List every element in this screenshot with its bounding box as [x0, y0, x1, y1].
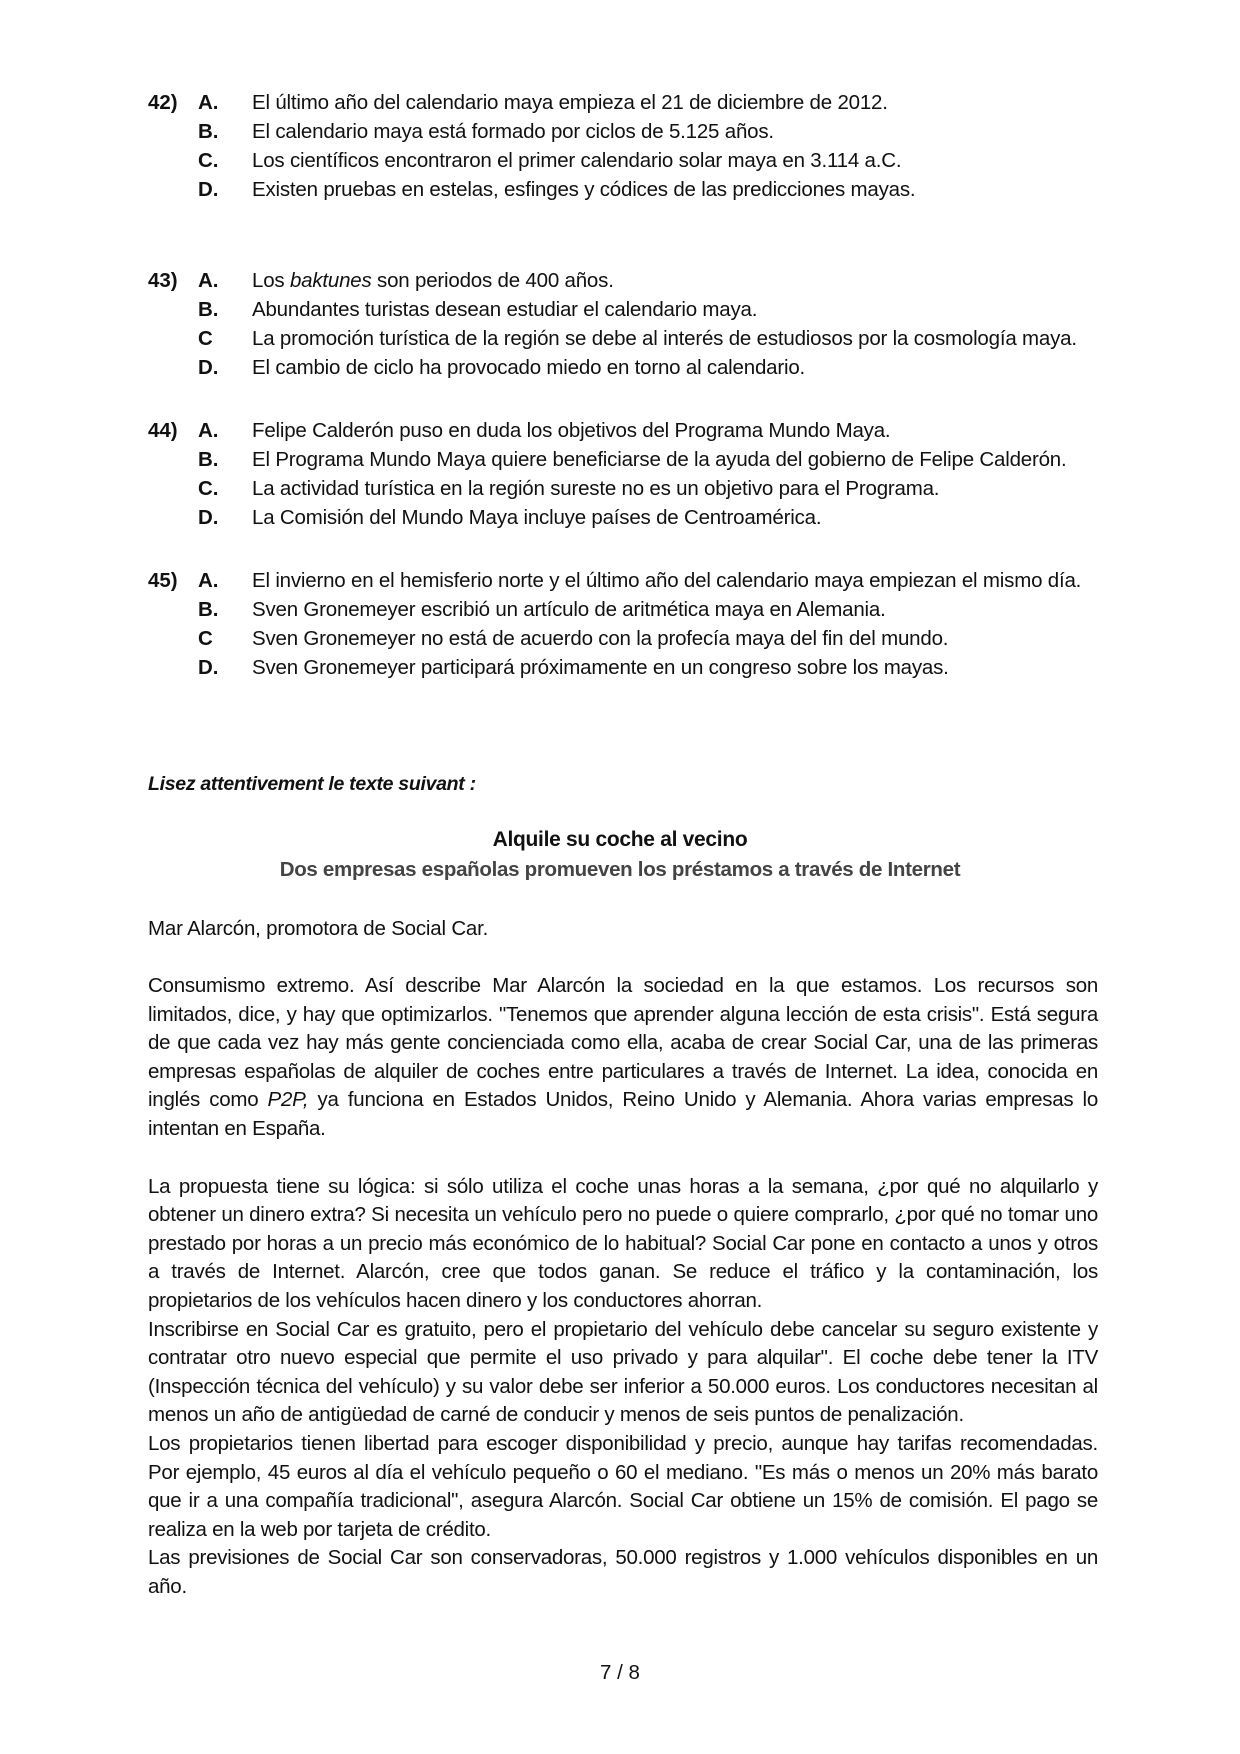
option-letter: C — [198, 627, 213, 650]
article-paragraph-5: Las previsiones de Social Car son conservadoras, 50.000 registros y 1.000 vehículos disponibles en un año. — [148, 1546, 1098, 1598]
option-letter: D. — [198, 356, 219, 379]
paragraph-text-after: ya funciona en Estados Unidos, Reino Unido y Alemania. Ahora varias empresas lo intentan en España. — [148, 1088, 1099, 1140]
article-paragraph-1 — [148, 972, 1098, 1144]
question-42 — [148, 88, 1108, 204]
option-letter: D. — [198, 506, 219, 529]
option-45-a — [148, 566, 1108, 595]
article-body — [148, 972, 1098, 1601]
option-45-b — [148, 595, 1108, 624]
option-45-c — [148, 624, 1108, 653]
option-43-d — [148, 353, 1108, 382]
option-text: Los científicos encontraron el primer calendario solar maya en 3.114 a.C. — [252, 149, 902, 172]
question-number: 43) — [148, 269, 178, 292]
option-letter: A. — [198, 91, 219, 114]
option-text-italic: baktunes — [289, 269, 372, 292]
option-letter: B. — [198, 598, 219, 621]
option-text: Sven Gronemeyer no está de acuerdo con la profecía maya del fin del mundo. — [252, 627, 949, 650]
article-subtitle: Dos empresas españolas promueven los préstamos a través de Internet — [279, 858, 961, 881]
option-42-b — [148, 117, 1108, 146]
option-45-d — [148, 653, 1108, 682]
question-44 — [148, 416, 1108, 532]
option-text-before: Los — [252, 269, 290, 292]
article-paragraph-3: Inscribirse en Social Car es gratuito, pero el propietario del vehículo debe cancelar su seguro existente y contratar otro nuevo especial que permite el uso privado y para alquilar". El coche debe tener la ITV (Inspección técnica del vehículo) y su valor debe ser inferior a 50.000 euros. Los conductores necesitan al menos un año de antigüedad de carné de conducir y menos de seis puntos de penalización. — [148, 1317, 1098, 1427]
option-44-c — [148, 474, 1108, 503]
option-43-a — [148, 266, 1108, 295]
question-number: 44) — [148, 419, 178, 442]
article-title — [0, 825, 1240, 855]
option-43-c — [148, 324, 1108, 353]
option-text: La Comisión del Mundo Maya incluye países de Centroamérica. — [252, 506, 822, 529]
page-number: 7 / 8 — [600, 1661, 640, 1684]
article-paragraph-4: Los propietarios tienen libertad para escoger disponibilidad y precio, aunque hay tarifas recomendadas. Por ejemplo, 45 euros al día el vehículo pequeño o 60 el mediano. "Es más o menos un 20% más barato que ir a una compañía tradicional", asegura Alarcón. Social Car obtiene un 15% de comisión. El pago se realiza en la web por tarjeta de crédito. — [148, 1431, 1098, 1541]
option-letter: A. — [198, 269, 219, 292]
option-text: El invierno en el hemisferio norte y el último año del calendario maya empiezan el mismo día. — [252, 569, 1082, 592]
paragraph-text-before: Consumismo extremo. Así describe Mar Alarcón la sociedad en la que estamos. Los recursos son limitados, dice, y hay que optimizarlos. "Tenemos que aprender alguna lección de esta crisis". Está segura de que cada vez hay más gente concienciada como ella, acaba de crear Social Car, una de las primeras empresas españolas de alquiler de coches entre particulares a través de Internet. La idea, conocida en inglés como — [148, 974, 1098, 1112]
option-text: El calendario maya está formado por ciclos de 5.125 años. — [252, 120, 774, 143]
question-45 — [148, 566, 1108, 682]
option-text: El último año del calendario maya empieza el 21 de diciembre de 2012. — [252, 91, 888, 114]
article-caption: Mar Alarcón, promotora de Social Car. — [148, 917, 489, 940]
option-44-b — [148, 445, 1108, 474]
option-text: Sven Gronemeyer participará próximamente en un congreso sobre los mayas. — [252, 656, 949, 679]
option-44-a — [148, 416, 1108, 445]
option-42-d — [148, 175, 1108, 204]
option-44-d — [148, 503, 1108, 532]
paragraph-text-italic: P2P, — [267, 1088, 309, 1112]
question-number: 42) — [148, 91, 178, 114]
question-number: 45) — [148, 569, 178, 592]
option-text: La actividad turística en la región sureste no es un objetivo para el Programa. — [252, 477, 940, 500]
option-letter: C — [198, 327, 213, 350]
option-43-b — [148, 295, 1108, 324]
option-letter: B. — [198, 298, 219, 321]
option-text — [252, 266, 614, 295]
question-43 — [148, 266, 1108, 382]
option-text: El cambio de ciclo ha provocado miedo en torno al calendario. — [252, 356, 806, 379]
option-text: Abundantes turistas desean estudiar el calendario maya. — [252, 298, 758, 321]
article-paragraph-2: La propuesta tiene su lógica: si sólo utiliza el coche unas horas a la semana, ¿por qué no alquilarlo y obtener un dinero extra? Si necesita un vehículo pero no puede o quiere comprarlo, ¿por qué no tomar uno prestado por horas a un precio más económico de lo habitual? Social Car pone en contacto a unos y otros a través de Internet. Alarcón, cree que todos ganan. Se reduce el tráfico y la contaminación, los propietarios de los vehículos hacen dinero y los conductores ahorran. — [148, 1174, 1098, 1312]
option-letter: B. — [198, 120, 219, 143]
questions-list — [148, 88, 1108, 716]
option-text: Felipe Calderón puso en duda los objetivos del Programa Mundo Maya. — [252, 419, 891, 442]
option-text-after: son periodos de 400 años. — [371, 269, 614, 292]
option-text: Sven Gronemeyer escribió un artículo de aritmética maya en Alemania. — [252, 598, 886, 621]
option-letter: D. — [198, 656, 219, 679]
option-letter: C. — [198, 149, 219, 172]
option-text: La promoción turística de la región se debe al interés de estudiosos por la cosmología maya. — [252, 327, 1077, 350]
option-letter: D. — [198, 178, 219, 201]
option-text: Existen pruebas en estelas, esfinges y códices de las predicciones mayas. — [252, 178, 916, 201]
option-42-a — [148, 88, 1108, 117]
option-42-c — [148, 146, 1108, 175]
option-letter: C. — [198, 477, 219, 500]
option-text: El Programa Mundo Maya quiere beneficiarse de la ayuda del gobierno de Felipe Calderón. — [252, 448, 1067, 471]
option-letter: B. — [198, 448, 219, 471]
option-letter: A. — [198, 419, 219, 442]
reading-instruction: Lisez attentivement le texte suivant : — [148, 773, 476, 795]
article-title-text: Alquile su coche al vecino — [492, 828, 748, 851]
option-letter: A. — [198, 569, 219, 592]
